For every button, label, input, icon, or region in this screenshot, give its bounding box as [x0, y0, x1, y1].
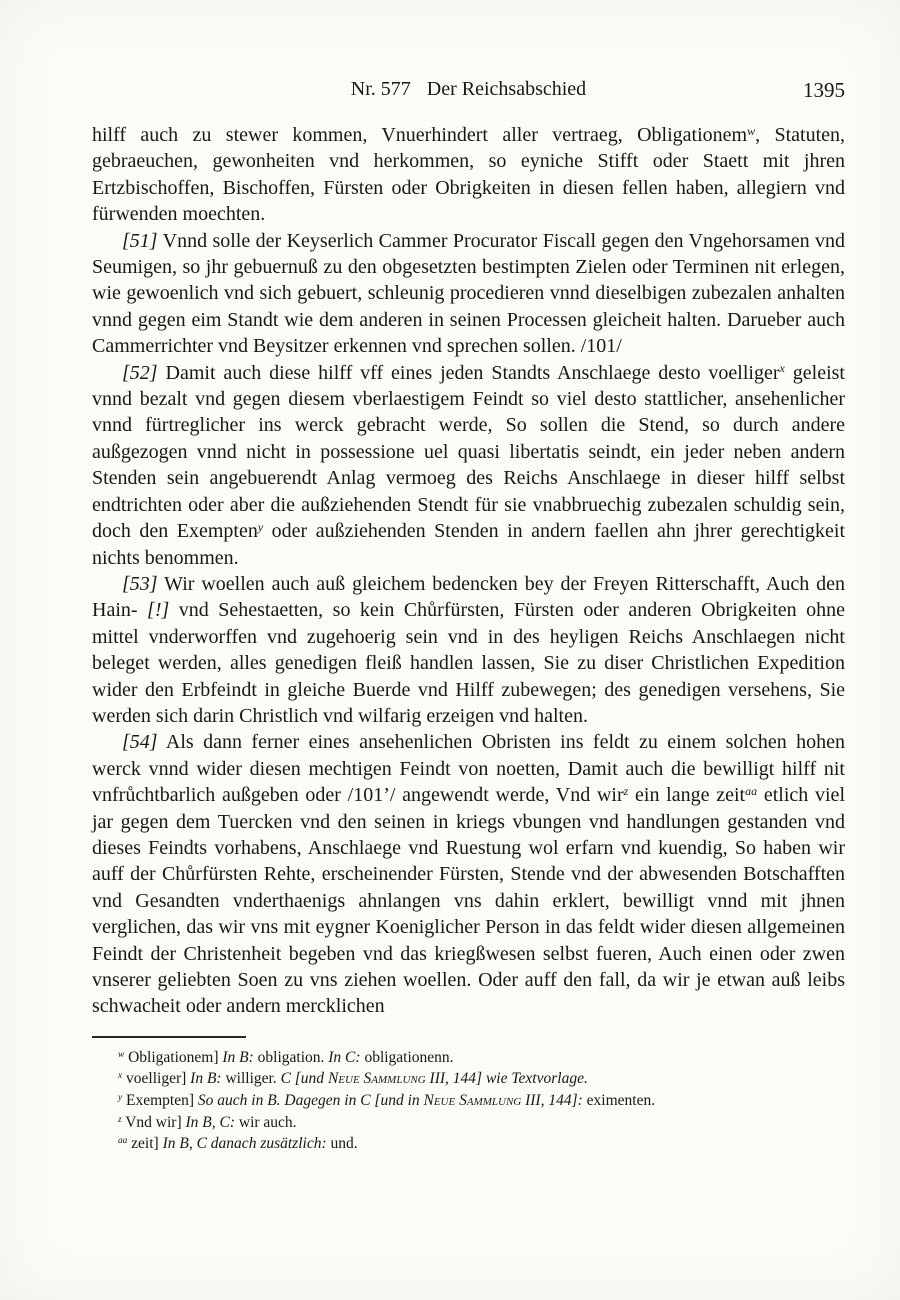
text-run: Vnnd solle der Keyserlich Cammer Procurator Fiscall gegen den Vngehorsamen vnd Seumigen, so jhr gebuernuß zu den obgesetzten bestimpten Zielen oder Terminen nit erlegen, wie gewoenlich vnd sich gebuert, schleunig procedieren vnnd dieselbigen zubezalen anhalten vnnd gegen eim Standt wie dem anderen in seinen Processen gleicheit halten. Darueber auch Cammerrichter vnd Beysitzer erkennen vnd sprechen sollen. /101/: [92, 229, 845, 358]
footnote-aa: [118, 1133, 845, 1155]
paragraph-54: [92, 729, 845, 1019]
text-run: obligation.: [253, 1048, 329, 1066]
footnotes-section: [118, 1047, 845, 1155]
text-run: zeit]: [127, 1135, 163, 1153]
text-run: Neue Sammlung: [327, 1070, 426, 1088]
text-run: vnd Sehestaetten, so kein Chůrfürsten, Fürsten oder anderen Obrigkeiten ohne mittel vnderworffen vnd zugehoerig sein vnd in des heyligen Reichs Anschlaegen nicht beleget werden, alles genedigen fleiß handlen lassen, Sie zu diser Christlichen Expedition wider den Erbfeindt in gleiche Buerde vnd Hilff zubewegen; des genedigen versehens, Sie werden sich darin Christlich vnd wilfarig erzeigen vnd halten.: [92, 599, 845, 727]
paragraph-53: [92, 571, 845, 729]
footnote-w: [118, 1047, 845, 1069]
text-run: und.: [326, 1135, 358, 1153]
text-run: ein lange zeit: [628, 784, 746, 807]
text-run: In B, C:: [185, 1113, 236, 1131]
text-run: III, 144]:: [521, 1092, 583, 1109]
text-run: Wir woellen auch auß gleichem bedencken bey der Freyen Ritterschafft, Auch den Hain-: [92, 572, 845, 622]
text-run: eximenten.: [582, 1092, 656, 1109]
text-run: Vnd wir]: [121, 1113, 186, 1131]
page-number: 1395: [803, 78, 845, 102]
text-run: [53]: [122, 572, 158, 595]
document-number: Nr. 577: [350, 78, 411, 100]
footnote-marker: aa: [118, 1136, 128, 1147]
text-run: voelliger]: [122, 1070, 191, 1088]
footnote-separator-rule: [92, 1036, 246, 1038]
text-run: In B:: [222, 1048, 254, 1066]
text-run: oder außziehenden Stenden in andern faellen ahn jhrer gerechtigkeit nichts benommen.: [92, 520, 845, 569]
running-head: [92, 78, 845, 101]
text-run: williger.: [221, 1070, 281, 1088]
text-run: [!]: [147, 599, 170, 622]
page-header: [92, 78, 845, 106]
text-run: [51]: [122, 229, 158, 252]
text-run: Exempten]: [122, 1092, 198, 1109]
text-run: Als dann ferner eines ansehenlichen Obristen ins feldt zu einem solchen hohen werck vnnd wider diesen mechtigen Feindt von noetten, Damit auch die bewilligt hilff nit vnfrůchtbarlich außgeben oder /101’/ angewendt werde, Vnd wir: [92, 731, 845, 807]
text-run: III, 144] wie Textvorlage.: [425, 1070, 588, 1088]
text-run: Damit auch diese hilff vff eines jeden Standts Anschlaege desto voelliger: [157, 361, 780, 384]
text-run: [54]: [122, 731, 158, 754]
footnote-marker: aa: [745, 783, 758, 798]
text-run: geleist vnnd bezalt vnd gegen diesem vberlaestigem Feindt so viel desto stattlicher, ansehenlicher vnnd fürtreglicher ins werck gebracht werde, So sollen die Stend, so durch andere außgezogen vnnd nicht in possessione uel quasi libertatis seindt, ein jeder neben andern Stenden sein angebuerendt Anlag vermoeg des Reichs Anschlaege in dieser hilff selbst endtrichten oder aber die außziehenden Stendt für sie vnabbruechig zubezalen schuldig sein, doch den Exempten: [92, 361, 845, 543]
footnote-marker: z: [118, 1114, 122, 1125]
footnote-marker: z: [623, 783, 629, 798]
footnote-marker: w: [747, 123, 756, 138]
main-text: [92, 122, 845, 1020]
text-run: In C:: [328, 1048, 361, 1066]
footnote-marker: y: [118, 1092, 123, 1103]
text-run: Neue Sammlung: [423, 1092, 522, 1109]
text-run: In B:: [190, 1070, 222, 1088]
text-run: So auch in B. Dagegen in C [und in: [197, 1092, 424, 1109]
footnote-marker: w: [118, 1049, 125, 1060]
text-run: , Statuten, gebraeuchen, gewonheiten vnd herkommen, so eyniche Stifft oder Staett mit jhren Ertzbischoffen, Bischoffen, Fürsten oder Obrigkeiten in diesen fellen haben, allegiern vnd fürwenden moechten.: [92, 124, 846, 226]
paragraph-continuation: [92, 122, 845, 228]
text-run: etlich viel jar gegen dem Tuercken vnd den seinen in kriegs vbungen vnd handlungen gestanden vnd dieses Feindts vorhabens, Anschlaege vnd Ruestung wol erfarn vnd kuendig, So haben wir auff der Chůrfürsten Rehte, erscheinender Fürsten, Stende vnd der abwesenden Botschafften vnd Gesandten vnderthaenigs ahnlangen vns dahin erklert, bewilligt vnnd mit jhnen verglichen, das wir vns mit eygner Koeniglicher Person in das feldt wider diesen allgemeinen Feindt der Christenheit begeben vnd das kriegßwesen selbst fueren, Auch einen oder zwen vnserer geliebten Soen zu vns ziehen woellen. Oder auff den fall, da wir je etwan auß leibs schwacheit oder andern mercklichen: [92, 784, 845, 1018]
footnote-marker: y: [257, 519, 264, 534]
footnote-marker: x: [118, 1071, 123, 1082]
text-run: hilff auch zu stewer kommen, Vnuerhindert aller vertraeg, Obligationem: [92, 124, 748, 146]
paragraph-52: [92, 360, 845, 571]
text-run: obligationenn.: [360, 1048, 454, 1066]
footnote-marker: x: [779, 361, 785, 376]
document-title: Der Reichsabschied: [426, 78, 587, 100]
text-run: Obligationem]: [124, 1048, 223, 1066]
footnote-z: [118, 1112, 845, 1134]
paragraph-51: [92, 228, 845, 360]
footnote-y: [118, 1090, 845, 1112]
text-run: In B, C danach zusätzlich:: [162, 1135, 327, 1153]
text-run: [52]: [122, 361, 158, 384]
footnote-area: [92, 1036, 845, 1155]
text-run: wir auch.: [235, 1113, 297, 1131]
footnote-x: [118, 1068, 845, 1090]
text-run: C [und: [280, 1070, 328, 1088]
